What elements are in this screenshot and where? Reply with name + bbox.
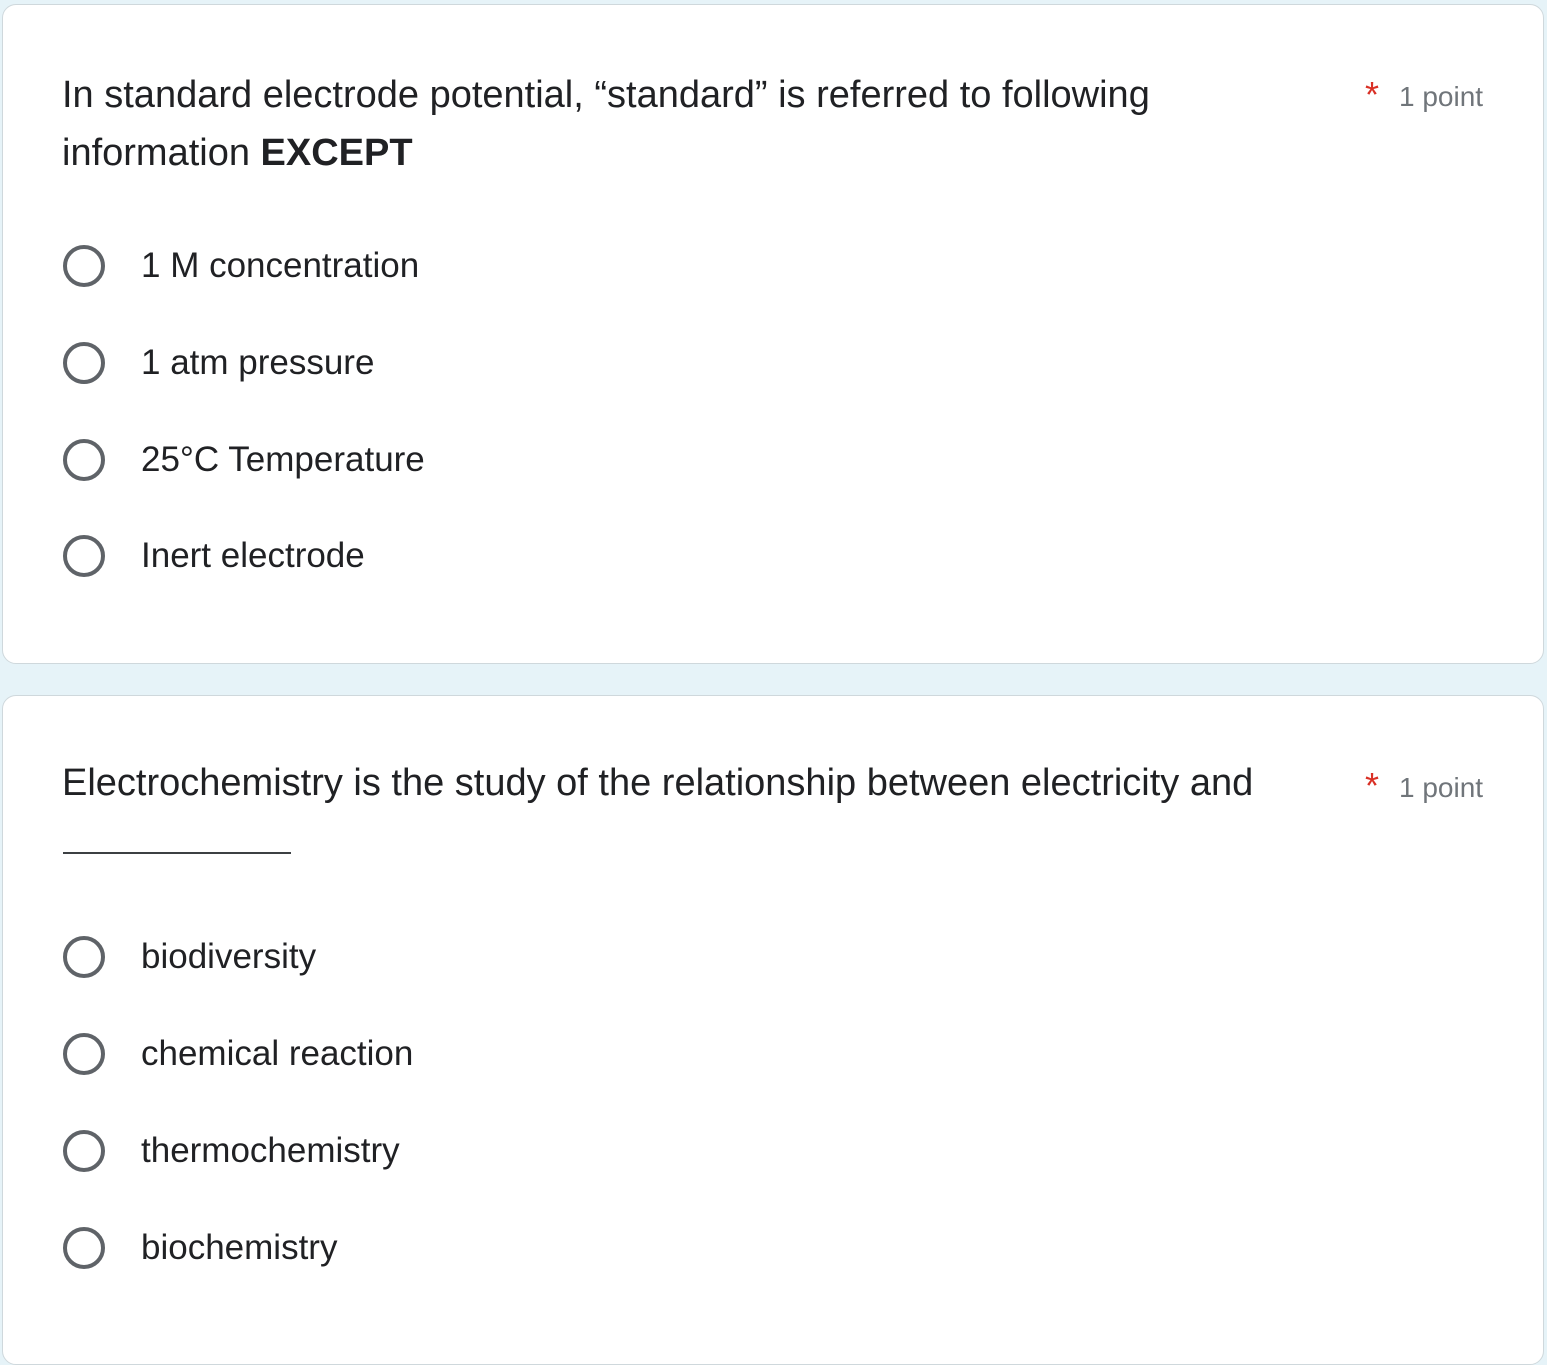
answer-option[interactable] bbox=[63, 1029, 413, 1079]
question-emphasis: EXCEPT bbox=[260, 132, 413, 174]
question-text: Electrochemistry is the study of the relationship between electricity and bbox=[62, 762, 1254, 804]
points-label: 1 point bbox=[1399, 81, 1484, 112]
radio-button[interactable] bbox=[63, 439, 105, 481]
option-label: 1 M concentration bbox=[141, 246, 420, 285]
radio-button[interactable] bbox=[63, 1033, 105, 1075]
answer-option[interactable] bbox=[63, 531, 365, 581]
question-title bbox=[62, 66, 1322, 182]
radio-button[interactable] bbox=[63, 1227, 105, 1269]
radio-button[interactable] bbox=[63, 535, 105, 577]
answer-option[interactable] bbox=[63, 241, 419, 291]
question-card bbox=[2, 695, 1544, 1365]
option-label: 25°C Temperature bbox=[141, 440, 425, 479]
option-label: 1 atm pressure bbox=[141, 343, 375, 382]
option-label: chemical reaction bbox=[141, 1034, 414, 1073]
fill-in-blank-line bbox=[63, 852, 291, 854]
radio-button[interactable] bbox=[63, 245, 105, 287]
question-card bbox=[2, 4, 1544, 664]
radio-button[interactable] bbox=[63, 936, 105, 978]
option-label: Inert electrode bbox=[141, 536, 365, 575]
answer-option[interactable] bbox=[63, 1126, 400, 1176]
option-label: biodiversity bbox=[141, 937, 317, 976]
required-asterisk: * bbox=[1365, 74, 1380, 115]
answer-option[interactable] bbox=[63, 932, 316, 982]
answer-option[interactable] bbox=[63, 435, 425, 485]
points-label: 1 point bbox=[1399, 772, 1484, 803]
radio-button[interactable] bbox=[63, 342, 105, 384]
question-title bbox=[62, 754, 1322, 812]
option-label: thermochemistry bbox=[141, 1131, 400, 1170]
required-asterisk: * bbox=[1365, 765, 1380, 806]
answer-option[interactable] bbox=[63, 338, 374, 388]
question-text: In standard electrode potential, “standard” is referred to following information bbox=[62, 74, 1150, 174]
answer-option[interactable] bbox=[63, 1223, 337, 1273]
option-label: biochemistry bbox=[141, 1228, 338, 1267]
radio-button[interactable] bbox=[63, 1130, 105, 1172]
